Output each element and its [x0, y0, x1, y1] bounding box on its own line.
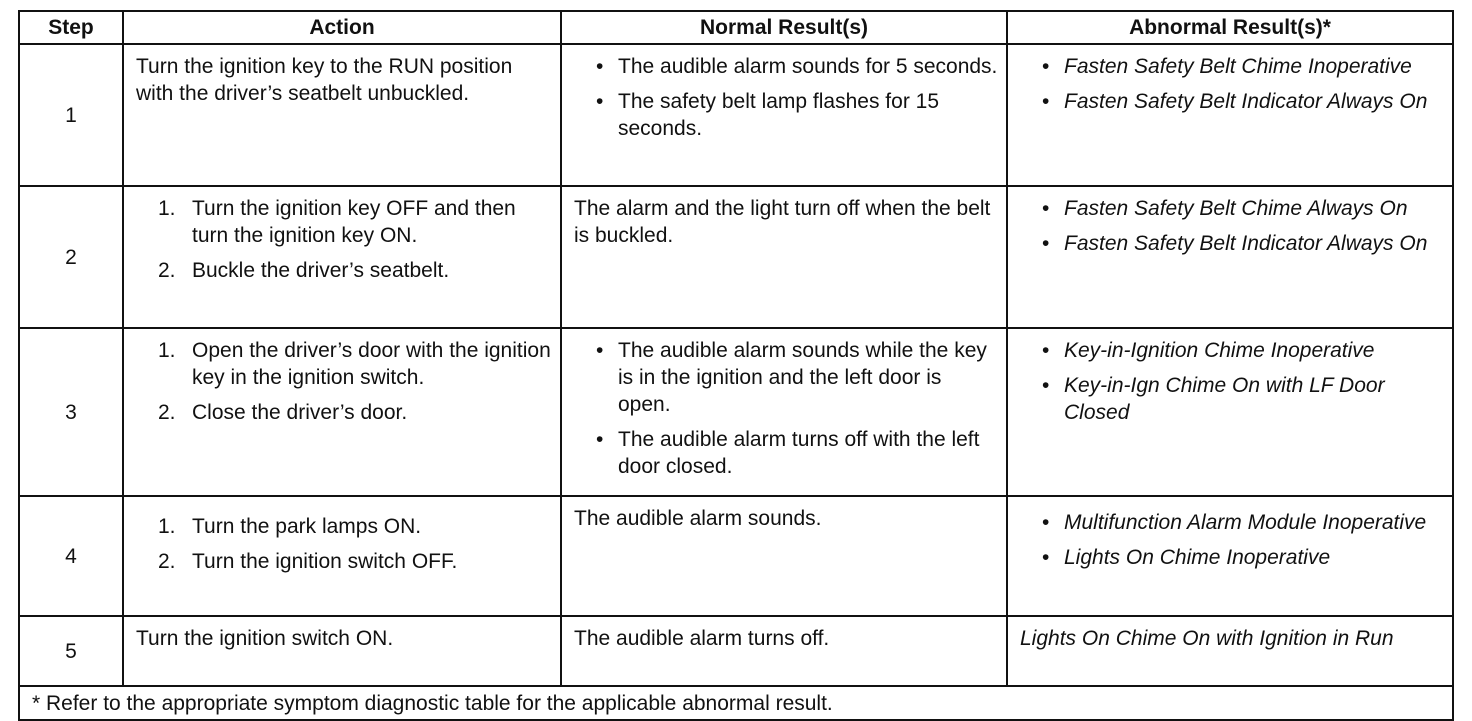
header-step: Step	[19, 11, 123, 44]
diagnostic-table-container	[18, 10, 1452, 721]
table-row	[19, 44, 1453, 186]
abnormal-result-list	[1020, 195, 1444, 257]
list-item	[136, 513, 552, 540]
diagnostic-table	[18, 10, 1454, 721]
list-item: • Fasten Safety Belt Indicator Always On	[1020, 230, 1444, 257]
list-number: 1.	[158, 339, 176, 362]
action-list	[136, 337, 552, 426]
list-item	[136, 399, 552, 426]
list-number: 1.	[158, 515, 176, 538]
step-number: 1	[19, 44, 123, 186]
list-item	[136, 337, 552, 391]
list-item: • Multifunction Alarm Module Inoperative	[1020, 509, 1444, 536]
abnormal-result-list	[1020, 337, 1444, 426]
footnote-row	[19, 686, 1453, 720]
list-item: • The audible alarm sounds for 5 seconds.	[574, 53, 998, 80]
step-number: 3	[19, 328, 123, 496]
normal-result-list	[574, 53, 998, 142]
action-cell	[123, 496, 561, 616]
list-item: • Fasten Safety Belt Chime Inoperative	[1020, 53, 1444, 80]
step-number: 2	[19, 186, 123, 328]
step-number: 4	[19, 496, 123, 616]
list-item	[136, 548, 552, 575]
list-item: • Key-in-Ignition Chime Inoperative	[1020, 337, 1444, 364]
step-number: 5	[19, 616, 123, 686]
abnormal-result-cell	[1007, 186, 1453, 328]
table-row	[19, 616, 1453, 686]
list-item: • Fasten Safety Belt Chime Always On	[1020, 195, 1444, 222]
list-number: 2.	[158, 259, 176, 282]
action-cell: Turn the ignition switch ON.	[123, 616, 561, 686]
normal-result-cell: The alarm and the light turn off when the belt is buckled.	[561, 186, 1007, 328]
header-row	[19, 11, 1453, 44]
action-cell: Turn the ignition key to the RUN position with the driver’s seatbelt unbuckled.	[123, 44, 561, 186]
list-item-text: Turn the ignition key OFF and then turn the ignition key ON.	[192, 197, 516, 247]
abnormal-result-cell	[1007, 328, 1453, 496]
table-row	[19, 496, 1453, 616]
normal-result-cell	[561, 328, 1007, 496]
header-abnormal-results: Abnormal Result(s)*	[1007, 11, 1453, 44]
list-number: 1.	[158, 197, 176, 220]
list-item: • Key-in-Ign Chime On with LF Door Closed	[1020, 372, 1444, 426]
action-list	[136, 195, 552, 284]
list-item: • The audible alarm sounds while the key is in the ignition and the left door is open.	[574, 337, 998, 418]
list-item: • Lights On Chime Inoperative	[1020, 544, 1444, 571]
action-cell	[123, 186, 561, 328]
footnote: * Refer to the appropriate symptom diagnostic table for the applicable abnormal result.	[19, 686, 1453, 720]
abnormal-result-list	[1020, 509, 1444, 571]
normal-result-cell: The audible alarm sounds.	[561, 496, 1007, 616]
list-item: • Fasten Safety Belt Indicator Always On	[1020, 88, 1444, 115]
list-number: 2.	[158, 401, 176, 424]
list-item-text: Close the driver’s door.	[192, 401, 408, 424]
normal-result-cell	[561, 44, 1007, 186]
table-row	[19, 328, 1453, 496]
list-item-text: Open the driver’s door with the ignition key in the ignition switch.	[192, 339, 551, 389]
action-cell	[123, 328, 561, 496]
abnormal-result-list	[1020, 53, 1444, 115]
list-item-text: Turn the ignition switch OFF.	[192, 550, 458, 573]
abnormal-result-cell: Lights On Chime On with Ignition in Run	[1007, 616, 1453, 686]
normal-result-list	[574, 337, 998, 480]
list-item	[136, 195, 552, 249]
header-normal-results: Normal Result(s)	[561, 11, 1007, 44]
abnormal-result-cell	[1007, 44, 1453, 186]
list-item: • The audible alarm turns off with the left door closed.	[574, 426, 998, 480]
list-item-text: Buckle the driver’s seatbelt.	[192, 259, 450, 282]
normal-result-cell: The audible alarm turns off.	[561, 616, 1007, 686]
list-item-text: Turn the park lamps ON.	[192, 515, 422, 538]
table-row	[19, 186, 1453, 328]
action-list	[136, 513, 552, 575]
list-number: 2.	[158, 550, 176, 573]
list-item: • The safety belt lamp flashes for 15 seconds.	[574, 88, 998, 142]
abnormal-result-cell	[1007, 496, 1453, 616]
list-item	[136, 257, 552, 284]
header-action: Action	[123, 11, 561, 44]
